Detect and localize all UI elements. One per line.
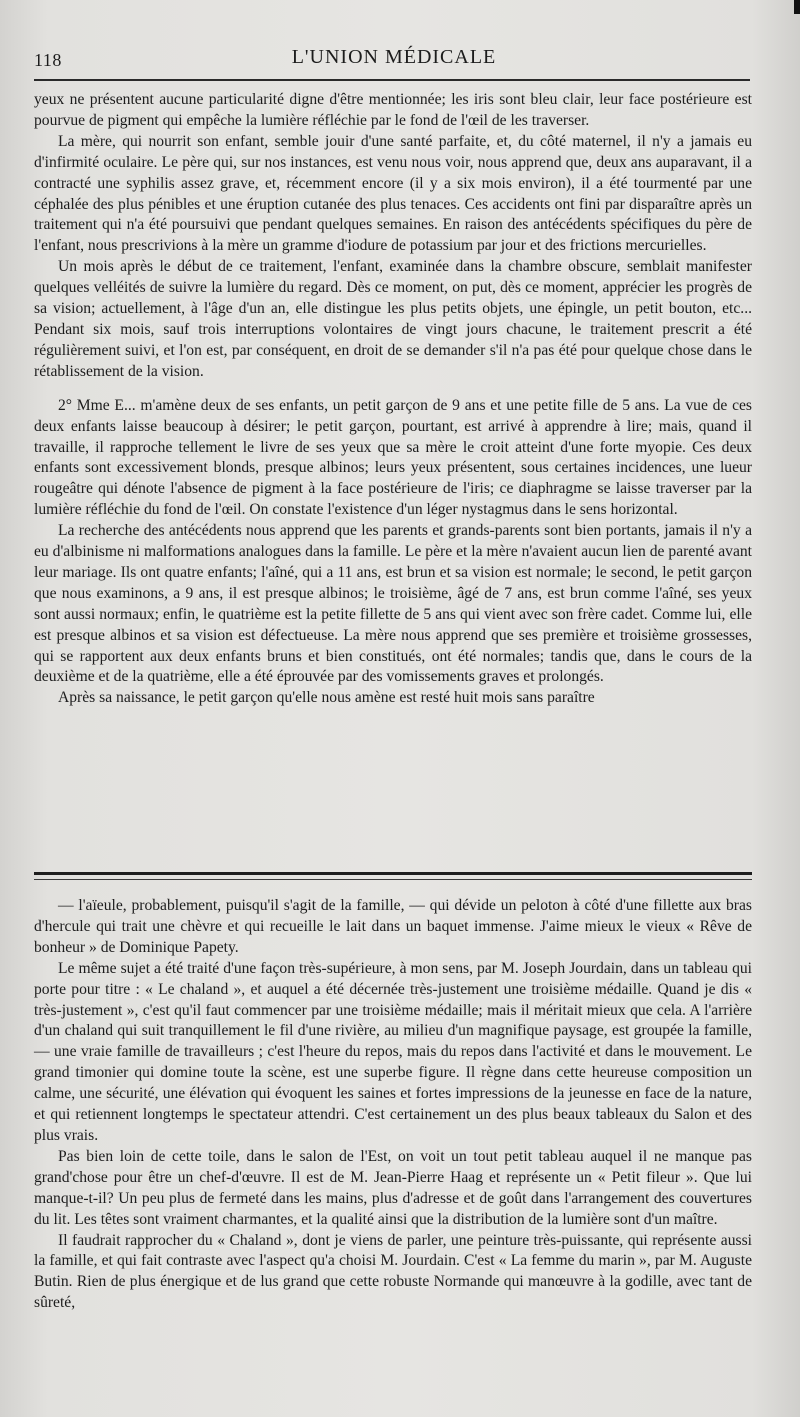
journal-title: L'UNION MÉDICALE [291, 46, 497, 68]
paragraph: yeux ne présentent aucune particularité digne d'être mentionnée; les iris sont bleu clair, leur face postérieure est pourvue de pigment qui empêche la lumière réfléchie par le fond de l'œil de les traverser. [34, 91, 752, 129]
main-article [34, 90, 752, 709]
header-rule [34, 79, 750, 81]
page-corner-mark [794, 0, 800, 14]
paragraph: La mère, qui nourrit son enfant, semble jouir d'une santé parfaite, et, du côté maternel, il n'y a jamais eu d'infirmité oculaire. Le père qui, sur nos instances, est venu nous voir, nous apprend que, deux ans auparavant, il a contracté une syphilis assez grave, et, récemment encore (il y a six mois environ), il a été tourmenté par une céphalée des plus pénibles et une éruption cutanée des plus tenaces. Ces accidents ont fini par disparaître après un traitement qui n'a été poursuivi que pendant quelques semaines. En raison des antécédents spécifiques du père de l'enfant, nous prescrivions à la mère un gramme d'iodure de potassium par jour et des frictions mercurielles. [34, 132, 752, 255]
paragraph: Un mois après le début de ce traitement, l'enfant, examinée dans la chambre obscure, semblait manifester quelques velléités de suivre la lumière du regard. Dès ce moment, on put, dès ce moment, apprécier les progrès de sa vision; actuellement, à l'âge d'un an, elle distingue les plus petits objets, une épingle, un petit bouton, etc... Pendant six mois, sauf trois interruptions volontaires de vingt jours chacune, le traitement prescrit a été régulièrement suivi, et l'on est, par conséquent, en droit de se demander s'il n'a pas été pour quelque chose dans le rétablissement de la vision. [34, 258, 752, 380]
feuilleton-divider [34, 872, 752, 875]
feuilleton-divider-thin [34, 879, 752, 880]
paragraph: Après sa naissance, le petit garçon qu'elle nous amène est resté huit mois sans paraître [58, 689, 595, 707]
page-number: 118 [34, 50, 62, 70]
paragraph: Il faudrait rapprocher du « Chaland », dont je viens de parler, une peinture très-puissante, qui représente aussi la famille, et qui fait contraste avec l'aspect qu'a choisi M. Jourdain. C'est « La femme du marin », par M. Auguste Butin. Rien de plus énergique et de lus grand que cette robuste Normande qui manœuvre à la godille, avec tant de sûreté, [34, 1231, 752, 1312]
paragraph: — l'aïeule, probablement, puisqu'il s'agit de la famille, — qui dévide un peloton à côté d'une fillette aux bras d'hercule qui trait une chèvre et qui recueille le lait dans un baquet immense. J'aime mieux le vieux « Rêve de bonheur » de Dominique Papety. [34, 897, 752, 956]
paragraph: Pas bien loin de cette toile, dans le salon de l'Est, on voit un tout petit tableau auquel il ne manque pas grand'chose pour être un chef-d'œuvre. Il est de M. Jean-Pierre Haag et représente un « Petit fileur ». Que lui manque-t-il? Un peu plus de fermeté dans les mains, plus d'adresse et de goût dans l'arrangement des couvertures du lit. Les têtes sont vraiment charmantes, et la qualité ainsi que la distribution de la lumière sont d'un maître. [34, 1147, 752, 1228]
paragraph: 2° Mme E... m'amène deux de ses enfants, un petit garçon de 9 ans et une petite fille de 5 ans. La vue de ces deux enfants laisse beaucoup à désirer; le petit garçon, pourtant, est arrivé à apprendre à lire; mais, quand il travaille, il rapproche tellement le livre de ses yeux que sa mère le croit atteint d'une forte myopie. Ces deux enfants sont excessivement blonds, presque albinos; leurs yeux présentent, sous certaines incidences, une lueur rougeâtre qui dénote l'absence de pigment à la face postérieure de l'iris; ce diaphragme se laisse traverser par la lumière réfléchie du fond de l'œil. On constate l'existence d'un léger nystagmus dans le sens horizontal. [34, 396, 752, 519]
feuilleton [34, 896, 752, 1314]
paragraph: Le même sujet a été traité d'une façon très-supérieure, à mon sens, par M. Joseph Jourdain, dans un tableau qui porte pour titre : « Le chaland », et auquel a été décernée très-justement une troisième médaille. Quand je dis « très-justement », c'est qu'il faut commencer par une troisième médaille; mais il méritait mieux que cela. A l'arrière d'un chaland qui suit tranquillement le fil d'une rivière, au milieu d'un magnifique paysage, est groupée la famille, — une vraie famille de travailleurs ; c'est l'heure du repos, mais du repos dans l'activité et dans le mouvement. Le grand timonier qui domine toute la scène, est une superbe figure. Il règne dans cette heureuse composition un calme, une sécurité, une élévation qui évoquent les saines et fortes impressions de la jeunesse en face de la nature, et qui retiennent longtemps le spectateur attendri. C'est certainement un des plus beaux tableaux du Salon et des plus vrais. [34, 959, 752, 1144]
page-header [34, 44, 754, 80]
section-gap [34, 383, 752, 396]
paragraph: La recherche des antécédents nous apprend que les parents et grands-parents sont bien portants, jamais il n'y a eu d'albinisme ni malformations analogues dans la famille. Le père et la mère n'avaient aucun lien de parenté avant leur mariage. Ils ont quatre enfants; l'aîné, qui a 11 ans, est brun et sa vision est normale; le second, le petit garçon que nous examinons, a 9 ans, il est presque albinos; le troisième, âgé de 7 ans, est brun comme l'aîné, ses yeux sont aussi normaux; enfin, le quatrième est la petite fillette de 5 ans qui vient avec son frère cadet. Comme lui, elle est presque albinos et sa vision est défectueuse. La mère nous apprend que ses première et troisième grossesses, qui se rapportent aux deux enfants bruns et bien constitués, ont été normales; tandis que, dans le cours de la deuxième et de la quatrième, elle a été éprouvée par des vomissements graves et prolongés. [34, 522, 752, 686]
